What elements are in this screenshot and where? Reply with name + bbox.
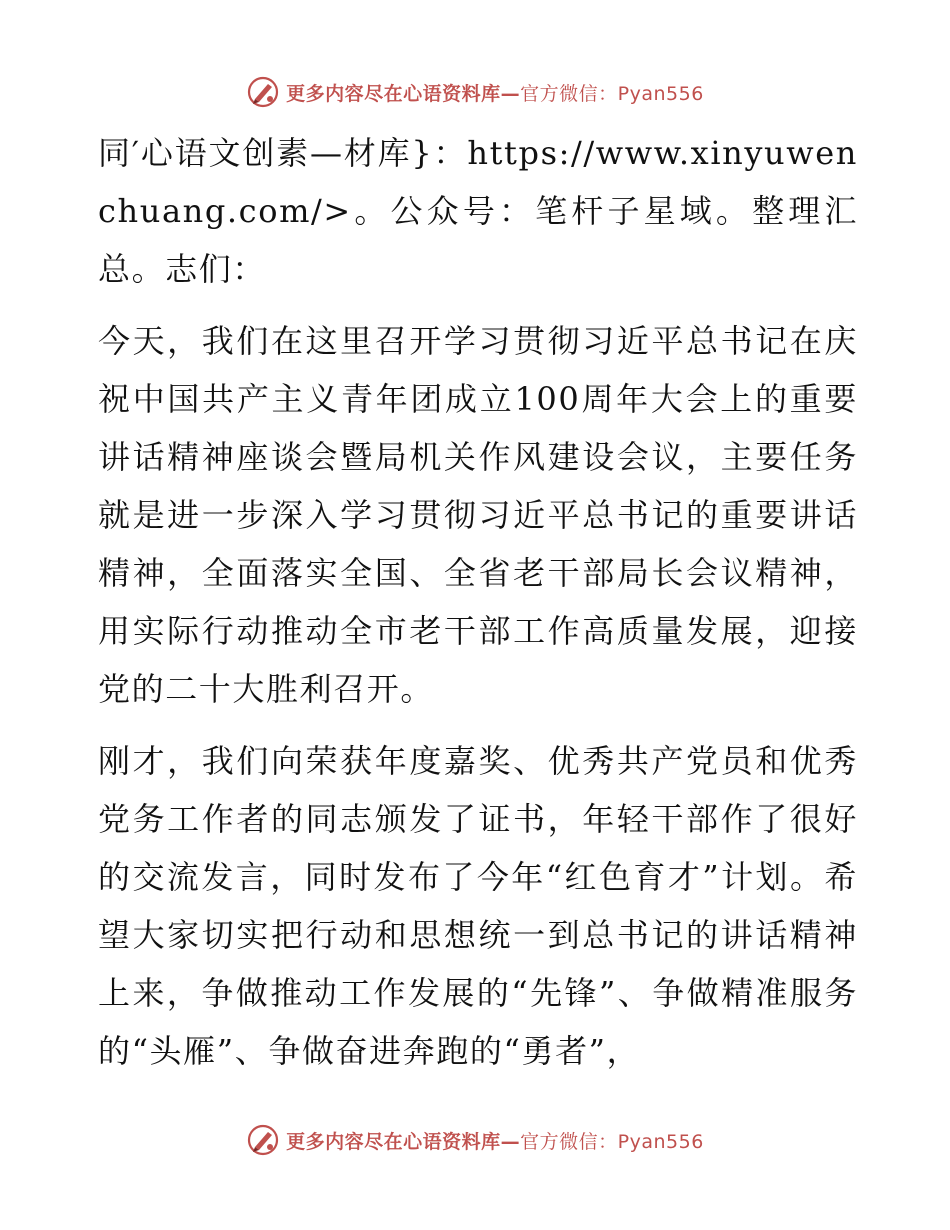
footer-banner-text bbox=[286, 1127, 704, 1154]
paragraph-intro: 同′心语文创素—材库}：https://www.xinyuwenchuang.com/>。公众号：笔杆子星域。整理汇总。志们： bbox=[98, 134, 858, 288]
header-contact-text: 官方微信：Pyan556 bbox=[520, 82, 704, 105]
footer-brand-text: 更多内容尽在心语资料库 bbox=[286, 1130, 501, 1153]
footer-contact-text: 官方微信：Pyan556 bbox=[520, 1130, 704, 1153]
header-banner-text bbox=[286, 79, 704, 106]
footer-separator: — bbox=[500, 1130, 521, 1153]
header-separator: — bbox=[500, 82, 521, 105]
pen-logo-icon bbox=[246, 1123, 280, 1157]
header-brand-text: 更多内容尽在心语资料库 bbox=[286, 82, 501, 105]
paragraph-awards: 刚才，我们向荣获年度嘉奖、优秀共产党员和优秀党务工作者的同志颁发了证书，年轻干部作了很好的交流发言，同时发布了今年“红色育才”计划。希望大家切实把行动和思想统一到总书记的讲话精神上来，争做推动工作发展的“先锋”、争做精准服务的“头雁”、争做奋进奔跑的“勇者”， bbox=[98, 742, 858, 1070]
header-banner bbox=[0, 72, 950, 112]
pen-logo-icon bbox=[246, 75, 280, 109]
footer-banner bbox=[0, 1120, 950, 1160]
document-body bbox=[98, 124, 858, 1094]
paragraph-meeting: 今天，我们在这里召开学习贯彻习近平总书记在庆祝中国共产主义青年团成立100周年大会上的重要讲话精神座谈会暨局机关作风建设会议，主要任务就是进一步深入学习贯彻习近平总书记的重要讲话精神，全面落实全国、全省老干部局长会议精神，用实际行动推动全市老干部工作高质量发展，迎接党的二十大胜利召开。 bbox=[98, 322, 858, 708]
